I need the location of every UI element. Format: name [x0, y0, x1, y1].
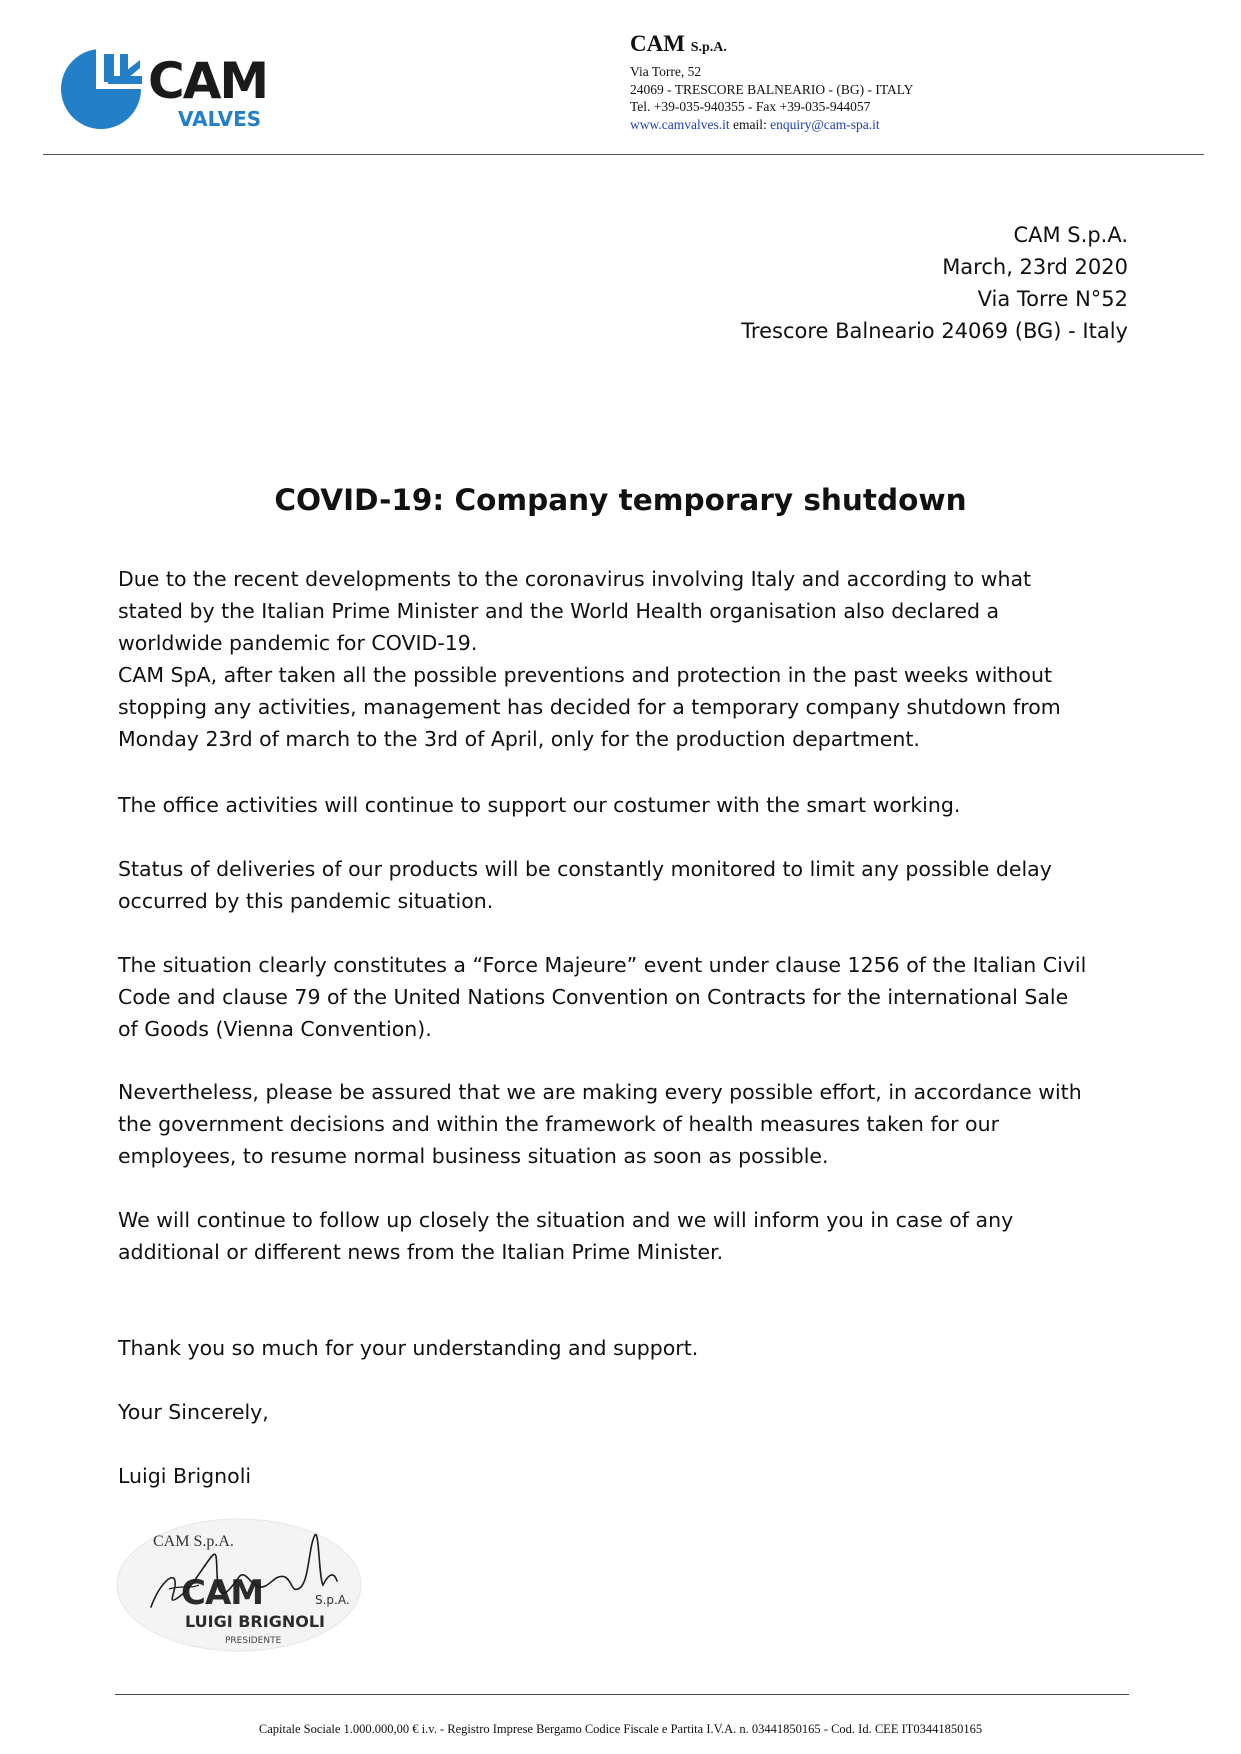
stamp-graphic — [115, 1515, 375, 1655]
paragraph-line: Your Sincerely, — [118, 1400, 269, 1424]
stamp-name: LUIGI BRIGNOLI — [185, 1612, 325, 1631]
paragraph-deliveries — [118, 853, 1128, 917]
company-name-line — [630, 30, 913, 62]
paragraph-line: Due to the recent developments to the coronavirus involving Italy and according to what — [118, 567, 1032, 591]
logo-brand-text: CAM — [148, 52, 268, 110]
letter-date: March, 23rd 2020 — [942, 255, 1128, 279]
paragraph-line: Thank you so much for your understanding and support. — [118, 1336, 699, 1360]
website-link[interactable]: www.camvalves.it — [630, 116, 730, 132]
paragraph-line: Code and clause 79 of the United Nations Convention on Contracts for the international Sale — [118, 985, 1069, 1009]
email-label: email: — [732, 116, 767, 132]
paragraph-follow-up — [118, 1204, 1128, 1268]
signatory-name — [118, 1460, 1128, 1492]
company-suffix: S.p.A. — [690, 40, 727, 55]
paragraph-announcement — [118, 563, 1128, 755]
paragraph-line: stopping any activities, management has decided for a temporary company shutdown from — [118, 695, 1061, 719]
paragraph-force-majeure — [118, 949, 1128, 1045]
sender-company: CAM S.p.A. — [1013, 223, 1128, 247]
paragraph-line: The situation clearly constitutes a “Force Majeure” event under clause 1256 of the Italian Civil — [118, 953, 1087, 977]
email-link[interactable]: enquiry@cam-spa.it — [770, 116, 880, 132]
header-divider — [43, 154, 1204, 155]
paragraph-line: Monday 23rd of march to the 3rd of April, only for the production department. — [118, 727, 920, 751]
paragraph-line: CAM SpA, after taken all the possible preventions and protection in the past weeks without — [118, 663, 1053, 687]
paragraph-line: worldwide pandemic for COVID-19. — [118, 631, 478, 655]
thanks-line — [118, 1332, 1128, 1364]
footer-divider — [115, 1694, 1129, 1695]
paragraph-line: additional or different news from the Italian Prime Minister. — [118, 1240, 724, 1264]
stamp-role: PRESIDENTE — [225, 1636, 282, 1646]
company-web-email — [630, 116, 913, 134]
paragraph-line: occurred by this pandemic situation. — [118, 889, 494, 913]
paragraph-line: stated by the Italian Prime Minister and the World Health organisation also declared a — [118, 599, 1000, 623]
logo-subbrand-text: VALVES — [178, 107, 262, 131]
paragraph-line: of Goods (Vienna Convention). — [118, 1017, 432, 1041]
cam-valves-logo-graphic — [60, 46, 300, 136]
paragraph-line: Nevertheless, please be assured that we are making every possible effort, in accordance with — [118, 1080, 1082, 1104]
company-name: CAM — [630, 31, 685, 56]
stamp-brand-suffix: S.p.A. — [315, 1593, 350, 1607]
footer-legal-text: Capitale Sociale 1.000.000,00 € i.v. - Registro Imprese Bergamo Codice Fiscale e Partita I.V.A. n. 03441850165 - Cod. Id. CEE IT03441850165 — [258, 1722, 983, 1736]
paragraph-line: We will continue to follow up closely the situation and we will inform you in case of any — [118, 1208, 1014, 1232]
sender-address-block — [741, 219, 1128, 347]
cam-valves-logo — [60, 46, 300, 136]
company-contact-block — [630, 30, 913, 133]
stamp-company: CAM S.p.A. — [153, 1533, 234, 1550]
company-stamp — [115, 1515, 375, 1655]
paragraph-line: employees, to resume normal business situation as soon as possible. — [118, 1144, 829, 1168]
paragraph-office — [118, 789, 1128, 821]
paragraph-line: The office activities will continue to support our costumer with the smart working. — [118, 793, 961, 817]
sender-street: Via Torre N°52 — [977, 287, 1128, 311]
paragraph-line: the government decisions and within the framework of health measures taken for our — [118, 1112, 1000, 1136]
company-street: Via Torre, 52 — [630, 64, 702, 79]
stamp-brand: CAM — [181, 1573, 264, 1613]
paragraph-assurance — [118, 1076, 1128, 1172]
sender-city: Trescore Balneario 24069 (BG) - Italy — [741, 319, 1128, 343]
paragraph-line: Luigi Brignoli — [118, 1464, 252, 1488]
document-title: COVID-19: Company temporary shutdown — [274, 483, 967, 517]
company-city: 24069 - TRESCORE BALNEARIO - (BG) - ITALY — [630, 81, 914, 97]
company-phone-fax: Tel. +39-035-940355 - Fax +39-035-944057 — [630, 99, 871, 114]
paragraph-line: Status of deliveries of our products will be constantly monitored to limit any possible delay — [118, 857, 1052, 881]
closing-line — [118, 1396, 1128, 1428]
